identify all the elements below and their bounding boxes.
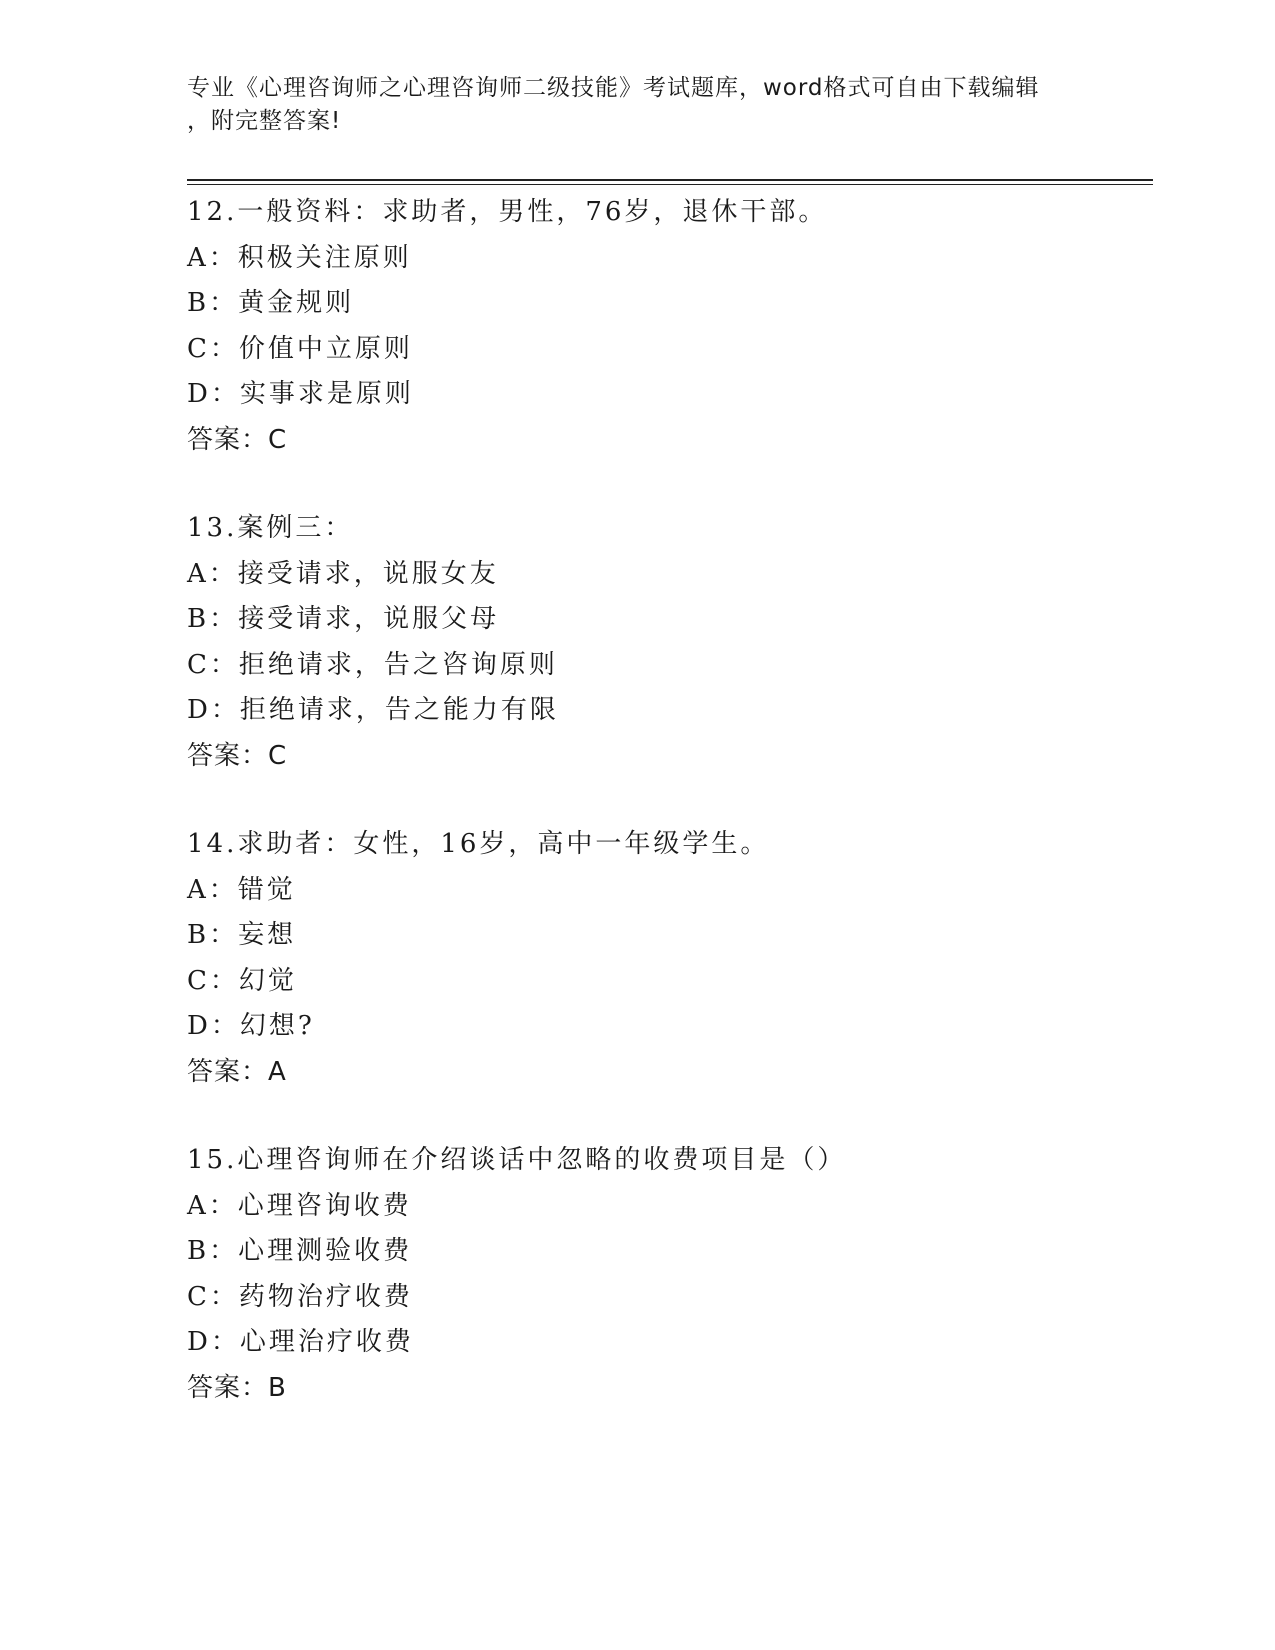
option-a: A：接受请求，说服女友 — [187, 558, 499, 589]
answer: 答案：A — [187, 1056, 287, 1087]
question-12 — [187, 190, 1153, 463]
question-stem: 14.求助者：女性，16岁，高中一年级学生。 — [187, 829, 770, 859]
option-a: A：心理咨询收费 — [187, 1190, 412, 1221]
question-stem: 13.案例三： — [187, 513, 354, 543]
question-14 — [187, 822, 1153, 1095]
document-header — [187, 72, 1067, 138]
option-d: D：幻想? — [187, 1011, 315, 1041]
option-c: C：价值中立原则 — [187, 333, 413, 364]
option-d: D：拒绝请求，告之能力有限 — [187, 695, 559, 725]
option-b: B：黄金规则 — [187, 288, 355, 318]
answer: 答案：B — [187, 1372, 287, 1403]
header-line-2: ，附完整答案! — [187, 108, 342, 134]
option-b: B：心理测验收费 — [187, 1236, 413, 1266]
header-divider — [187, 179, 1153, 185]
question-15 — [187, 1138, 1153, 1411]
option-c: C：拒绝请求，告之咨询原则 — [187, 649, 558, 680]
option-b: B：妄想 — [187, 920, 297, 950]
answer: 答案：C — [187, 740, 288, 771]
question-13 — [187, 506, 1153, 779]
option-c: C：药物治疗收费 — [187, 1281, 413, 1312]
option-c: C：幻觉 — [187, 965, 297, 996]
question-stem: 12.一般资料：求助者，男性，76岁，退休干部。 — [187, 197, 828, 227]
option-d: D：心理治疗收费 — [187, 1327, 414, 1357]
option-d: D：实事求是原则 — [187, 379, 414, 409]
option-a: A：错觉 — [187, 874, 296, 905]
option-b: B：接受请求，说服父母 — [187, 604, 500, 634]
question-stem: 15.心理咨询师在介绍谈话中忽略的收费项目是（） — [187, 1145, 847, 1175]
question-list — [187, 190, 1153, 1454]
answer: 答案：C — [187, 424, 288, 455]
option-a: A：积极关注原则 — [187, 242, 412, 273]
header-line-1: 专业《心理咨询师之心理咨询师二级技能》考试题库，word格式可自由下载编辑 — [187, 75, 1040, 101]
